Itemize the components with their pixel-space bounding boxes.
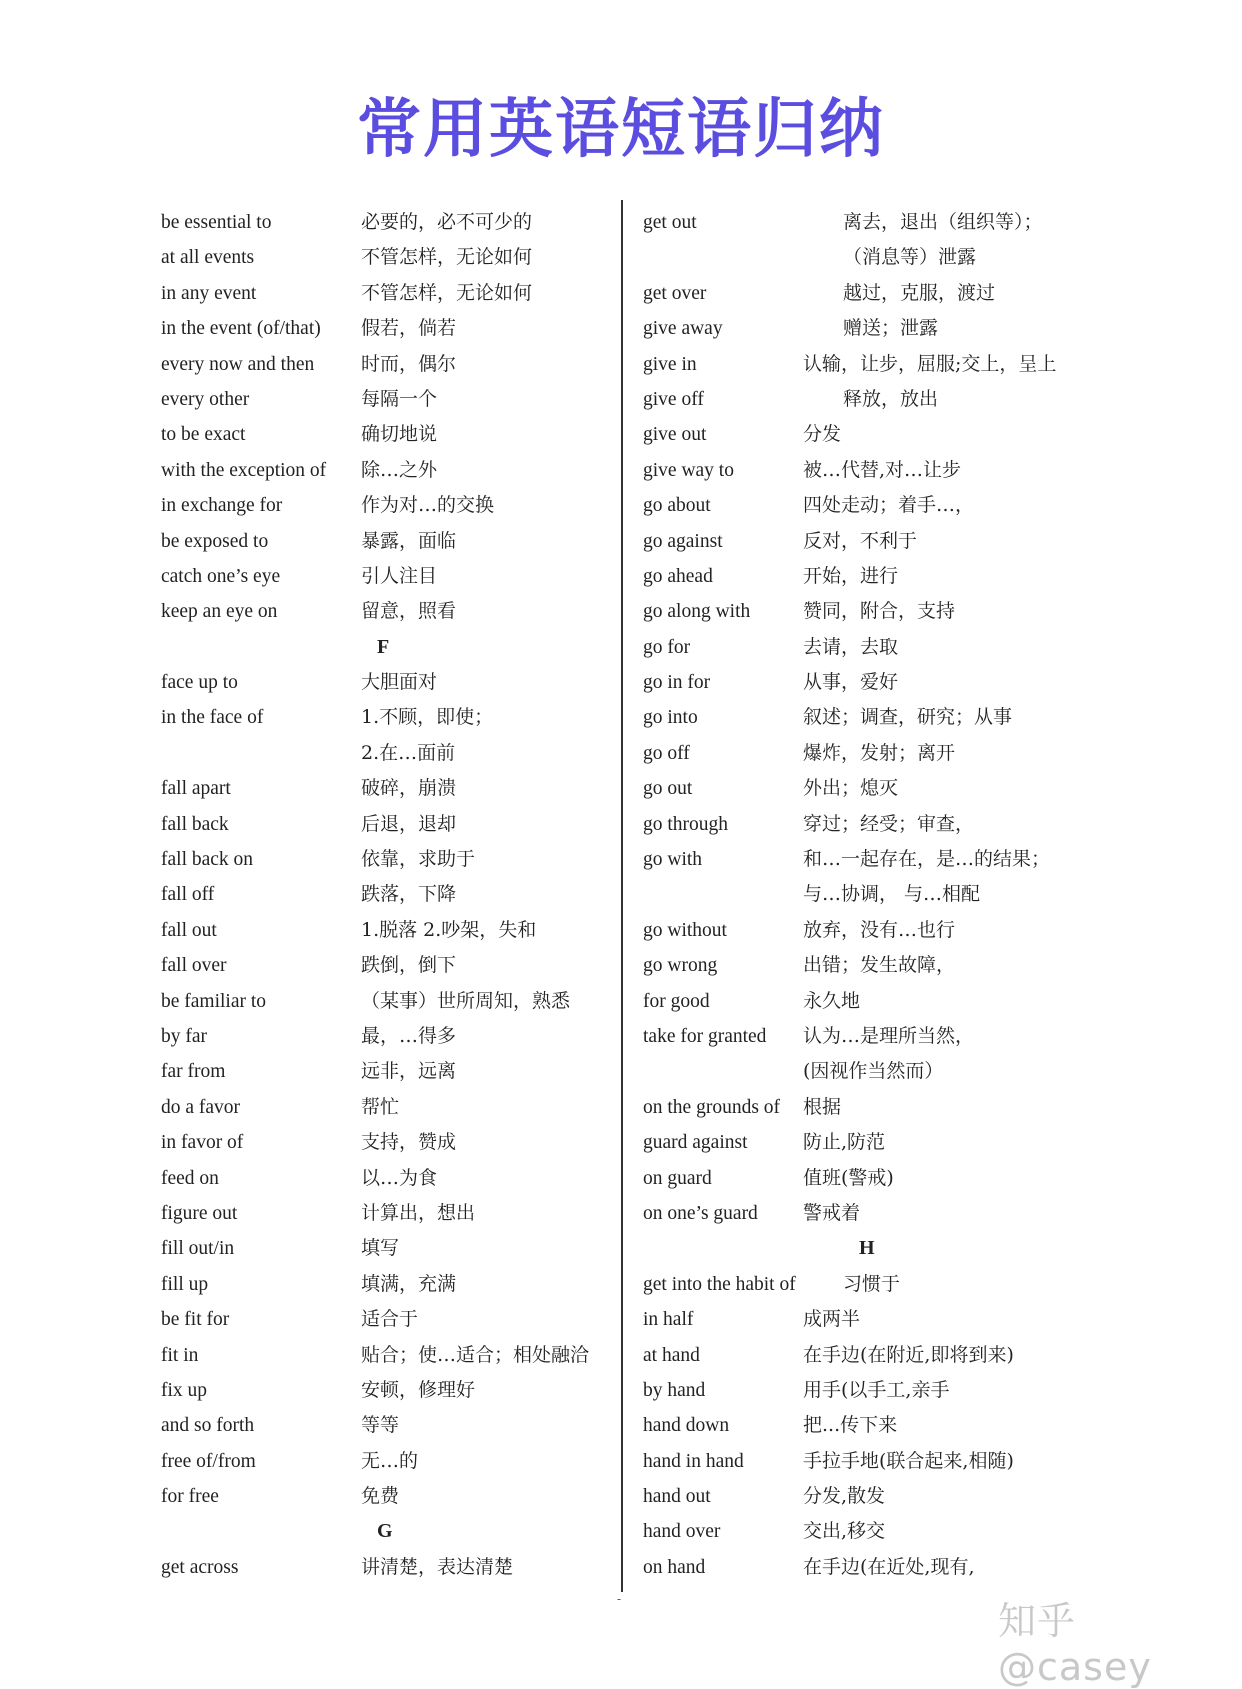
phrase-meaning: 作为对…的交换 [361, 494, 495, 517]
phrase-text: on guard [643, 1167, 712, 1189]
phrase-meaning: 最，…得多 [361, 1024, 457, 1047]
phrase-text: get out [643, 212, 697, 233]
phrase-text: for good [643, 990, 710, 1012]
phrase-text: be fit for [161, 1309, 230, 1331]
phrase-text: feed on [161, 1167, 219, 1189]
phrase-meaning: 反对，不利于 [803, 529, 918, 552]
phrase-meaning: 交出,移交 [803, 1520, 886, 1543]
phrase-meaning: 每隔一个 [361, 387, 438, 410]
phrase-meaning: 计算出，想出 [361, 1201, 476, 1224]
phrase-meaning: 时而，偶尔 [361, 352, 457, 375]
page-mark: - [617, 1592, 622, 1606]
phrase-text: fill out/in [161, 1238, 235, 1260]
phrase-meaning: 无…的 [361, 1449, 419, 1472]
phrase-text: go with [643, 849, 703, 871]
phrase-text: fall apart [161, 778, 231, 800]
phrase-text: go without [643, 919, 727, 941]
phrase-meaning: 习惯于 [843, 1272, 901, 1295]
phrase-meaning: 与…协调， 与…相配 [803, 883, 981, 906]
phrase-meaning: 防止,防范 [803, 1131, 886, 1154]
phrase-meaning: 把...传下来 [803, 1414, 898, 1437]
phrase-text: by far [161, 1025, 208, 1047]
phrase-meaning: 1.脱落 2.吵架，失和 [361, 918, 537, 941]
phrase-meaning: 免费 [361, 1485, 400, 1508]
phrase-text: go against [643, 530, 723, 552]
phrase-text: in any event [161, 282, 257, 304]
phrase-meaning: 跌倒，倒下 [361, 954, 457, 977]
phrase-meaning: 用手(以手工,亲手 [803, 1378, 950, 1401]
phrase-text: on hand [643, 1556, 706, 1578]
phrase-text: give off [643, 388, 704, 410]
phrase-text: in exchange for [161, 495, 283, 517]
phrase-meaning: （消息等）泄露 [843, 246, 977, 269]
phrase-text: with the exception of [161, 459, 327, 481]
phrase-meaning: 讲清楚，表达清楚 [361, 1555, 514, 1578]
phrase-meaning: 暴露，面临 [361, 529, 457, 552]
phrase-meaning: 永久地 [803, 989, 861, 1012]
phrase-text: on one’s guard [643, 1202, 758, 1224]
phrase-text: go for [643, 636, 691, 658]
phrase-text: every other [161, 388, 250, 410]
phrase-meaning: 依靠，求助于 [361, 848, 476, 871]
phrase-meaning: 2.在…面前 [361, 741, 456, 764]
phrase-meaning: 叙述；调查，研究；从事 [803, 706, 1013, 729]
phrase-text: give in [643, 353, 697, 375]
phrase-text: to be exact [161, 424, 246, 446]
phrase-meaning: 赞同，附合，支持 [803, 600, 956, 623]
phrase-text: fix up [161, 1379, 208, 1401]
phrase-meaning: 放弃，没有…也行 [803, 918, 956, 941]
phrase-text: and so forth [161, 1415, 255, 1437]
phrase-text: get over [643, 282, 707, 304]
phrase-text: fall out [161, 919, 217, 941]
phrase-text: go about [643, 495, 711, 517]
phrase-meaning: 手拉手地(联合起来,相随) [803, 1449, 1014, 1472]
phrase-text: fall over [161, 955, 227, 977]
phrase-meaning: 以…为食 [361, 1166, 438, 1189]
phrase-meaning: 不管怎样，无论如何 [361, 281, 533, 304]
phrase-meaning: 穿过；经受；审查， [803, 812, 975, 835]
phrase-meaning: 被…代替,对…让步 [803, 458, 962, 481]
phrase-text: catch one’s eye [161, 565, 281, 587]
phrase-text: go in for [643, 672, 711, 694]
phrase-text: do a favor [161, 1096, 241, 1118]
phrase-meaning: 释放，放出 [843, 387, 939, 410]
page-title: 常用英语短语归纳 [357, 93, 885, 167]
column-divider [621, 200, 623, 1592]
phrase-meaning: 除…之外 [361, 458, 438, 481]
phrase-text: hand in hand [643, 1450, 744, 1472]
phrase-meaning: 等等 [361, 1414, 400, 1437]
phrase-meaning: 安顿，修理好 [361, 1378, 476, 1401]
phrase-meaning: 爆炸，发射；离开 [803, 741, 956, 764]
phrase-text: get across [161, 1556, 239, 1578]
phrase-text: figure out [161, 1202, 238, 1224]
phrase-text: give out [643, 424, 707, 446]
phrase-meaning: 从事，爱好 [803, 671, 899, 694]
phrase-text: fall back [161, 813, 229, 835]
phrase-meaning: 在手边(在附近,即将到来) [803, 1343, 1014, 1366]
section-letter: F [377, 635, 390, 658]
phrase-text: go through [643, 813, 729, 835]
phrase-text: in favor of [161, 1132, 244, 1154]
phrase-meaning: 成两半 [803, 1308, 861, 1331]
phrase-text: for free [161, 1486, 219, 1508]
phrase-text: be essential to [161, 212, 272, 233]
phrase-meaning: 开始，进行 [803, 564, 899, 587]
phrase-meaning: 贴合；使…适合；相处融洽 [361, 1343, 590, 1366]
phrase-meaning: 分发 [803, 423, 842, 446]
phrase-meaning: (因视作当然而） [803, 1060, 944, 1083]
phrase-text: be familiar to [161, 990, 267, 1012]
phrase-text: go ahead [643, 565, 713, 587]
phrase-meaning: 根据 [803, 1095, 842, 1118]
phrase-text: far from [161, 1061, 226, 1083]
phrase-meaning: 大胆面对 [361, 671, 438, 694]
phrase-text: give away [643, 318, 723, 340]
phrase-meaning: 值班(警戒) [803, 1166, 894, 1189]
phrase-text: go wrong [643, 955, 718, 977]
phrase-text: fall off [161, 884, 215, 906]
phrase-meaning: 去请，去取 [803, 635, 899, 658]
phrase-meaning: 认输，让步，屈服;交上，呈上 [803, 352, 1057, 375]
phrase-meaning: 假若，倘若 [361, 317, 457, 340]
phrase-text: hand over [643, 1521, 721, 1543]
phrase-meaning: 和…一起存在，是…的结果； [803, 848, 1051, 871]
phrase-meaning: 支持，赞成 [361, 1131, 457, 1154]
phrase-meaning: 出错；发生故障， [803, 954, 956, 977]
phrase-meaning: 跌落，下降 [361, 883, 457, 906]
phrase-meaning: 认为…是理所当然， [803, 1024, 975, 1047]
phrase-text: go off [643, 742, 690, 764]
phrase-text: on the grounds of [643, 1096, 781, 1118]
phrase-text: in half [643, 1309, 694, 1331]
phrase-meaning: 在手边(在近处,现有, [803, 1555, 975, 1578]
phrase-text: go along with [643, 601, 751, 623]
phrase-text: keep an eye on [161, 601, 278, 623]
phrase-meaning: 帮忙 [361, 1095, 400, 1118]
phrase-meaning: （某事）世所周知，熟悉 [361, 989, 571, 1012]
phrase-text: face up to [161, 672, 238, 694]
watermark: 知乎 @casey [998, 1599, 1152, 1689]
phrase-text: every now and then [161, 353, 315, 375]
section-letter: G [377, 1520, 393, 1543]
phrase-meaning: 填写 [361, 1237, 400, 1260]
phrase-text: give way to [643, 459, 734, 481]
phrase-text: take for granted [643, 1025, 767, 1047]
phrase-text: in the face of [161, 707, 264, 729]
phrase-text: at all events [161, 247, 255, 269]
phrase-text: be exposed to [161, 530, 269, 552]
phrase-meaning: 离去，退出（组织等）； [843, 211, 1043, 233]
phrase-text: guard against [643, 1132, 748, 1154]
phrase-meaning: 远非，远离 [361, 1060, 457, 1083]
phrase-meaning: 适合于 [361, 1308, 419, 1331]
phrase-text: by hand [643, 1379, 706, 1401]
phrase-text: in the event (of/that) [161, 318, 321, 340]
phrase-text: go into [643, 707, 698, 729]
phrase-text: free of/from [161, 1450, 256, 1472]
phrase-text: at hand [643, 1344, 700, 1366]
phrase-meaning: 后退，退却 [361, 812, 457, 835]
phrase-text: fill up [161, 1273, 209, 1295]
phrase-text: fit in [161, 1344, 199, 1366]
phrase-meaning: 四处走动；着手…， [803, 494, 975, 517]
phrase-text: hand out [643, 1486, 711, 1508]
phrase-text: get into the habit of [643, 1273, 796, 1295]
phrase-text: hand down [643, 1415, 730, 1437]
phrase-meaning: 引人注目 [361, 564, 438, 587]
phrase-meaning: 1.不顾，即使； [361, 706, 494, 729]
phrase-meaning: 警戒着 [803, 1201, 861, 1224]
section-letter: H [859, 1237, 875, 1260]
phrase-meaning: 必要的，必不可少的 [361, 211, 533, 233]
phrase-meaning: 破碎，崩溃 [361, 777, 457, 800]
phrase-meaning: 留意，照看 [361, 600, 457, 623]
phrase-meaning: 确切地说 [361, 423, 438, 446]
phrase-text: fall back on [161, 849, 254, 871]
phrase-meaning: 越过，克服，渡过 [843, 281, 996, 304]
phrase-text: go out [643, 778, 693, 800]
phrase-meaning: 不管怎样，无论如何 [361, 246, 533, 269]
phrase-meaning: 赠送；泄露 [843, 317, 939, 340]
phrase-meaning: 分发,散发 [803, 1485, 886, 1508]
phrase-meaning: 填满，充满 [361, 1272, 457, 1295]
phrase-meaning: 外出；熄灭 [803, 777, 899, 800]
